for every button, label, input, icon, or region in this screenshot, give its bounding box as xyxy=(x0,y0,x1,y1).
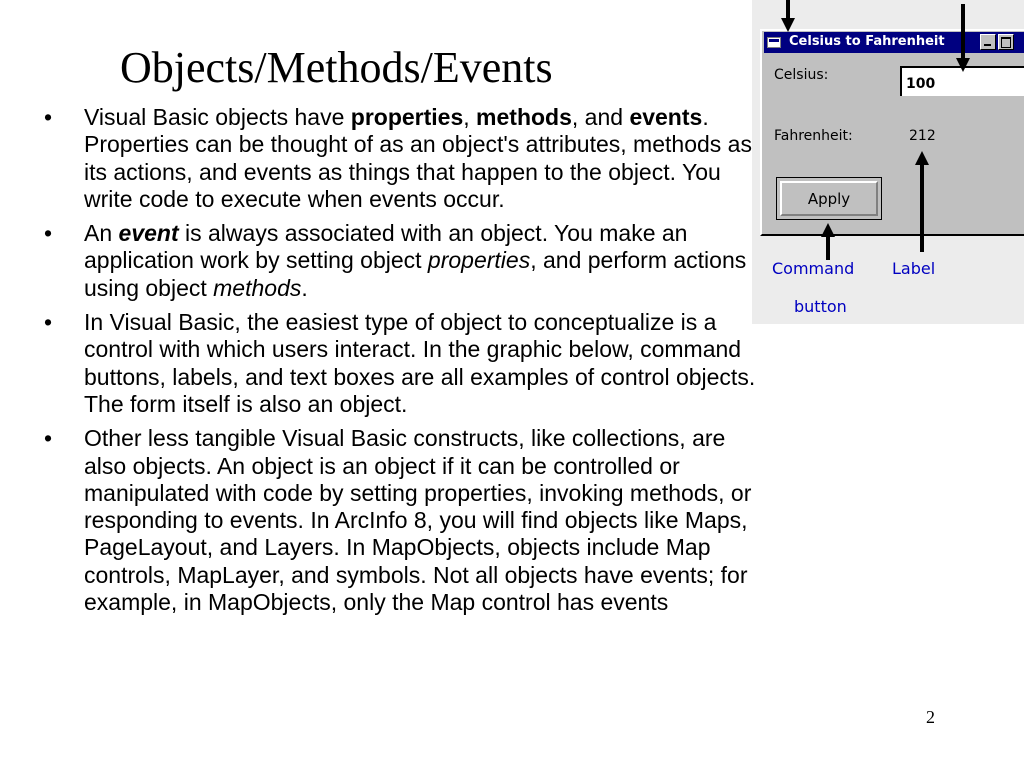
fahrenheit-label: Fahrenheit: xyxy=(774,128,853,144)
slide-title: Objects/Methods/Events xyxy=(120,43,553,92)
bullet-text-segment: methods xyxy=(213,274,302,301)
bullet-glyph: • xyxy=(44,220,53,247)
caption-command: Command xyxy=(772,259,855,278)
bullet-item xyxy=(44,104,760,213)
bullet-text-segment: , xyxy=(463,104,477,130)
bullet-text-segment: events xyxy=(629,104,703,130)
arrow-to-form xyxy=(781,0,795,32)
bullet-item xyxy=(44,425,760,616)
bullet-glyph: • xyxy=(44,104,53,130)
vb-form-figure xyxy=(752,0,1024,324)
bullet-item xyxy=(44,220,760,302)
caption-label: Label xyxy=(892,259,936,278)
bullet-text-segment: , and xyxy=(571,104,630,130)
apply-button-label: Apply xyxy=(780,181,878,216)
bullet-text-segment: An xyxy=(84,220,119,247)
bullet-text-segment: Other less tangible Visual Basic constructs, like collections, are also objects. An object is an object if it can be controlled or manipulated with code by setting properties, invoking methods, or responding to events. In ArcInfo 8, you will find objects like Maps, PageLayout, and Layers. In MapObjects, objects include Map controls, MapLayer, and symbols. Not all objects have events; for example, in MapObjects, only the Map control has events xyxy=(84,425,752,616)
celsius-label: Celsius: xyxy=(774,67,829,83)
caption-button: button xyxy=(794,297,847,316)
fahrenheit-value: 212 xyxy=(909,128,936,144)
bullet-text-segment: . xyxy=(301,274,308,301)
bullet-text-segment: properties xyxy=(427,247,531,274)
bullet-text-segment: Visual Basic objects have xyxy=(84,104,351,130)
bullet-text-segment: is always associated with an object. You make an application work by setting object xyxy=(84,220,688,274)
bullet-text-segment: event xyxy=(118,220,179,247)
bullet-text-segment: . Properties can be thought of as an object's attributes, methods as its actions, and events as things that happen to the object. You write code to execute when events occur. xyxy=(84,104,752,212)
page-number: 2 xyxy=(926,707,935,727)
bullet-list xyxy=(44,104,760,623)
annotation-arrows xyxy=(752,0,1024,324)
arrow-to-label xyxy=(915,151,929,252)
bullet-text-segment: In Visual Basic, the easiest type of object to conceptualize is a control with which users interact. In the graphic below, command buttons, labels, and text boxes are all examples of control objects. The form itself is also an object. xyxy=(84,309,756,417)
bullet-text-segment: , and perform actions using object xyxy=(84,247,747,301)
bullet-glyph: • xyxy=(44,309,53,336)
bullet-text-segment: methods xyxy=(476,104,572,130)
window-title: Celsius to Fahrenheit xyxy=(789,34,945,49)
bullet-glyph: • xyxy=(44,425,53,452)
bullet-text-segment: properties xyxy=(350,104,464,130)
bullet-item xyxy=(44,309,760,418)
arrow-to-command-button xyxy=(821,223,835,260)
arrow-to-textbox xyxy=(956,4,970,72)
